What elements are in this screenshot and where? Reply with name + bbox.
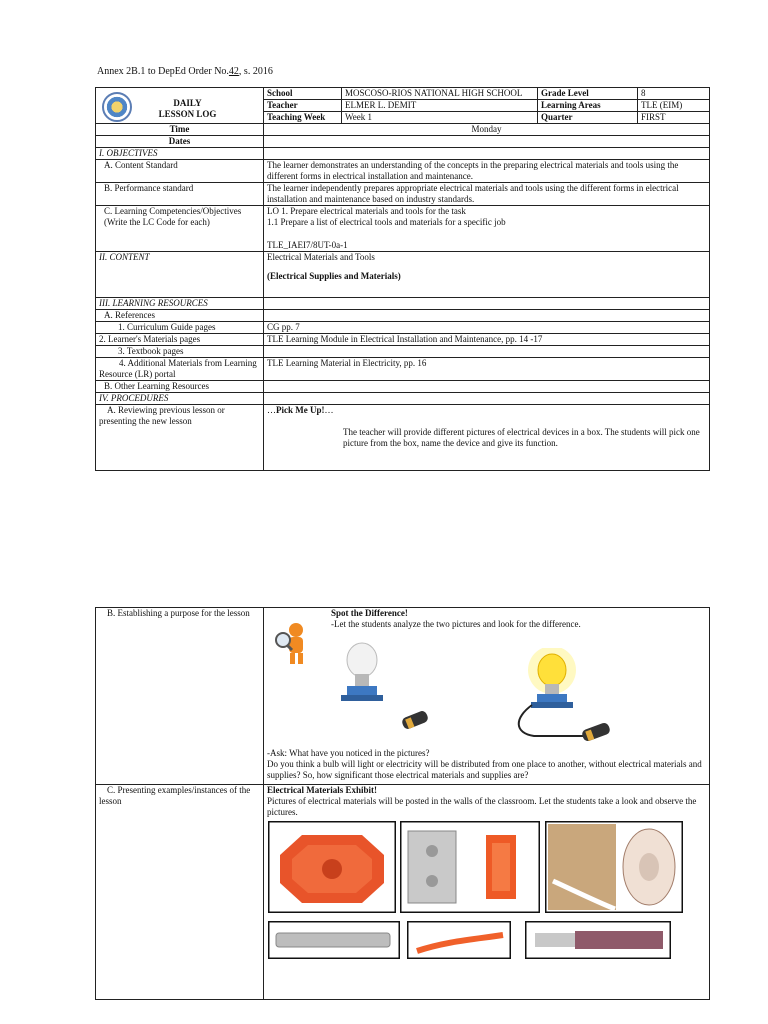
time-label: Time (96, 124, 264, 136)
procedure-b-cell: Spot the Difference! -Let the students analyze the two pictures and look for the difference. -Ask: What have you noticed in the pictures? Do you think a bulb will light or electricity will be distributed from one place to another, without electrical materials and supplies? So, how significant those electrical materials and supplies are? (264, 608, 710, 785)
procedures-heading: IV. PROCEDURES (96, 393, 264, 405)
stranded-wire-picture (525, 921, 671, 959)
procedure-b-question: Do you think a bulb will light or electricity will be distributed from one place to another, without electrical materials and supplies? So, how significant those electrical materials and supplies are? (267, 759, 702, 780)
cg-label: 1. Curriculum Guide pages (96, 322, 264, 334)
utility-box-picture (400, 821, 540, 913)
competencies-label: C. Learning Competencies/Objectives (Write the LC Code for each) (96, 206, 264, 252)
procedure-a-text: The teacher will provide different pictures of electrical devices in a box. The students will pick one picture from the box, name the device and give its function. (343, 427, 700, 448)
lesson-log-table-continued (95, 607, 710, 1000)
deped-seal-icon (102, 92, 132, 122)
performance-standard-text: The learner independently prepares appropriate electrical materials and tools using the different forms in electrical installation and maintenance based on industry standards. (264, 183, 710, 206)
teacher-value: ELMER L. DEMIT (342, 100, 538, 112)
quarter-value: FIRST (638, 112, 710, 124)
conduit-pipe-picture (268, 921, 400, 959)
wire-roll-picture (545, 821, 683, 913)
areas-value: TLE (EIM) (638, 100, 710, 112)
cg-value: CG pp. 7 (264, 322, 710, 334)
textbook-label: 3. Textbook pages (96, 346, 264, 358)
exhibit-title: Electrical Materials Exhibit! (267, 785, 377, 795)
content-heading: II. CONTENT (96, 252, 264, 298)
references-label: A. References (96, 310, 264, 322)
annex-reference: Annex 2B.1 to DepEd Order No.42, s. 2016 (97, 66, 273, 77)
other-resources-label: B. Other Learning Resources (96, 381, 264, 393)
procedure-c-text: Pictures of electrical materials will be posted in the walls of the classroom. Let the students take a look and observe the pictures. (267, 796, 697, 817)
junction-box-picture (268, 821, 396, 913)
lm-label: 2. Learner's Materials pages (96, 334, 264, 346)
orange-conduit-picture (407, 921, 511, 959)
day-value: Monday (264, 124, 710, 136)
additional-materials-label: 4. Additional Materials from Learning Resource (LR) portal (96, 358, 264, 381)
lm-value: TLE Learning Module in Electrical Installation and Maintenance, pp. 14 -17 (264, 334, 710, 346)
content-standard-text: The learner demonstrates an understanding of the concepts in the preparing electrical materials and tools using the different forms in electrical installation and maintenance. (264, 160, 710, 183)
procedure-b-ask: -Ask: What have you noticed in the pictures? (267, 748, 430, 758)
title-cell: DAILY LESSON LOG (96, 88, 264, 124)
procedure-a-label: A. Reviewing previous lesson or presenting the new lesson (96, 405, 264, 471)
content-cell: Electrical Materials and Tools (Electrical Supplies and Materials) (264, 252, 710, 298)
school-value: MOSCOSO-RIOS NATIONAL HIGH SCHOOL (342, 88, 538, 100)
magnifier-figure-icon (272, 620, 316, 666)
week-value: Week 1 (342, 112, 538, 124)
lit-bulb-picture (504, 648, 644, 758)
additional-materials-value: TLE Learning Material in Electricity, pp. 16 (264, 358, 710, 381)
areas-label: Learning Areas (538, 100, 638, 112)
grade-value: 8 (638, 88, 710, 100)
lc-code: TLE_IAEI7/8UT-0a-1 (267, 240, 348, 250)
spot-difference-title: Spot the Difference! (331, 608, 408, 618)
week-label: Teaching Week (264, 112, 342, 124)
dates-label: Dates (96, 136, 264, 148)
objectives-heading: I. OBJECTIVES (96, 148, 264, 160)
procedure-b-label: B. Establishing a purpose for the lesson (96, 608, 264, 785)
teacher-label: Teacher (264, 100, 342, 112)
quarter-label: Quarter (538, 112, 638, 124)
pick-me-up-title: Pick Me Up! (276, 405, 325, 415)
procedure-a-cell: …Pick Me Up!… The teacher will provide different pictures of electrical devices in a box. The students will pick one picture from the box, name the device and give its function. (264, 405, 710, 471)
performance-standard-label: B. Performance standard (96, 183, 264, 206)
school-label: School (264, 88, 342, 100)
competencies-cell: LO 1. Prepare electrical materials and tools for the task 1.1 Prepare a list of electrical tools and materials for a specific job TLE_IAEI7/8UT-0a-1 (264, 206, 710, 252)
grade-label: Grade Level (538, 88, 638, 100)
procedure-c-cell (264, 785, 710, 1000)
resources-heading: III. LEARNING RESOURCES (96, 298, 264, 310)
lesson-log-table (95, 87, 710, 471)
procedure-c-label: C. Presenting examples/instances of the lesson (96, 785, 264, 1000)
content-standard-label: A. Content Standard (96, 160, 264, 183)
